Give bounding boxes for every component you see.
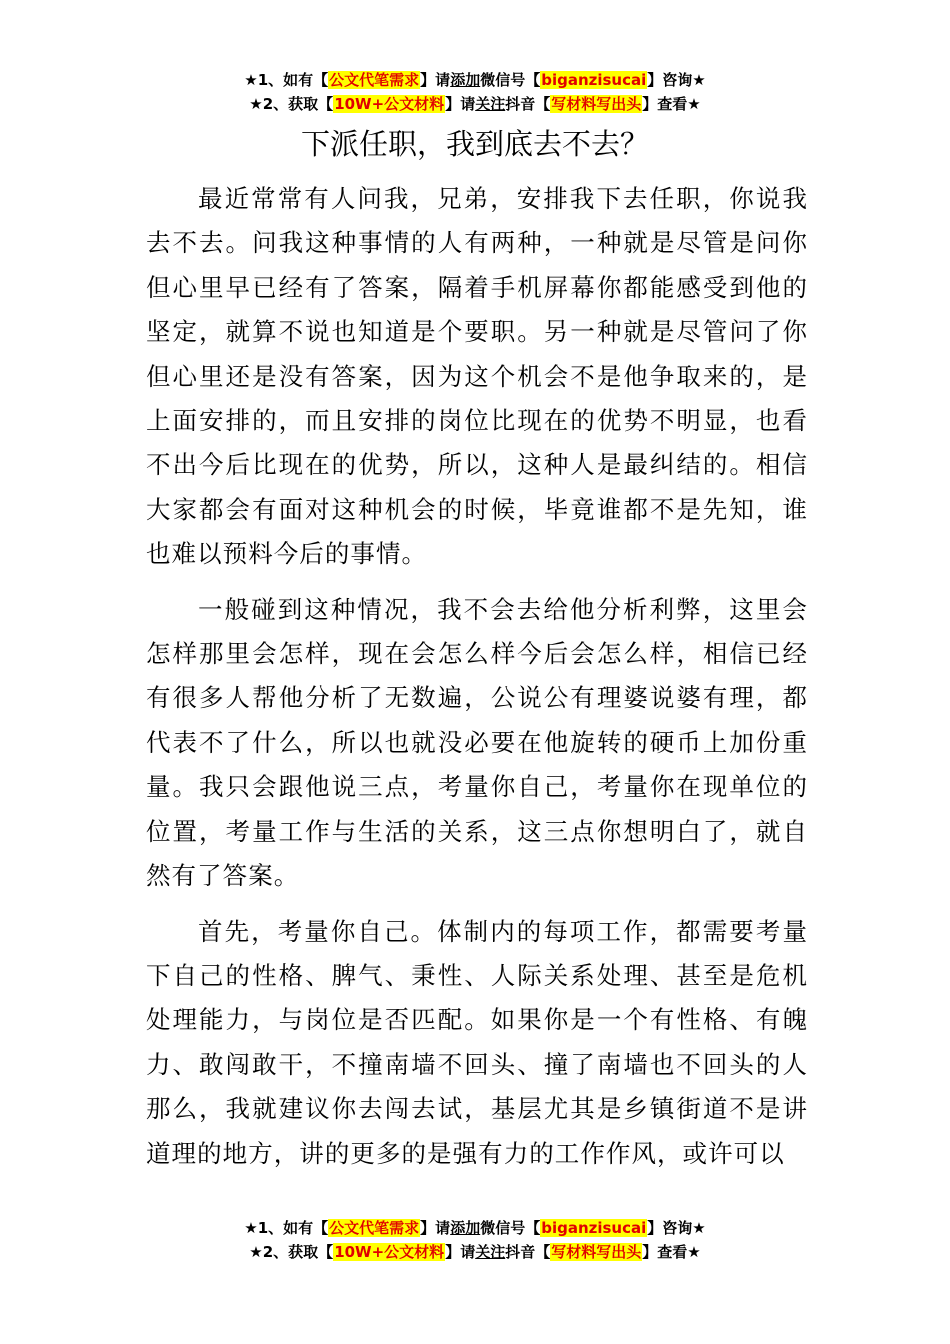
banner-line-1 xyxy=(0,1216,950,1240)
banner-text: 抖音【 xyxy=(505,1243,551,1261)
highlight-douyin-account: 写材料写出头 xyxy=(551,95,642,113)
banner-text: 】请 xyxy=(445,95,476,113)
document-body xyxy=(146,177,808,1187)
banner-line-2 xyxy=(0,92,950,116)
footer-ad-banner xyxy=(0,1216,950,1264)
highlight-materials: 10W+公文材料 xyxy=(334,95,445,113)
banner-text: 】查看★ xyxy=(642,95,701,113)
banner-emphasis: 添加 xyxy=(450,71,481,89)
banner-emphasis: 添加 xyxy=(450,1219,481,1237)
banner-text: 】咨询★ xyxy=(647,71,706,89)
banner-text: 微信号【 xyxy=(480,1219,541,1237)
highlight-service: 公文代笔需求 xyxy=(329,1219,420,1237)
banner-text: 抖音【 xyxy=(505,95,551,113)
body-paragraph: 一般碰到这种情况，我不会去给他分析利弊，这里会怎样那里会怎样，现在会怎么样今后会怎么样，相信已经有很多人帮他分析了无数遍，公说公有理婆说婆有理，都代表不了什么，所以也就没必要在他旋转的硬币上加份重量。我只会跟他说三点，考量你自己，考量你在现单位的位置，考量工作与生活的关系，这三点你想明白了，就自然有了答案。 xyxy=(146,594,808,891)
body-paragraph: 首先，考量你自己。体制内的每项工作，都需要考量下自己的性格、脾气、秉性、人际关系处理、甚至是危机处理能力，与岗位是否匹配。如果你是一个有性格、有魄力、敢闯敢干，不撞南墙不回头、撞了南墙也不回头的人那么，我就建议你去闯去试，基层尤其是乡镇街道不是讲道理的地方，讲的更多的是强有力的工作作风，或许可以 xyxy=(146,916,808,1168)
banner-text: ★1、如有【 xyxy=(244,71,329,89)
highlight-wechat-id: biganzisucai xyxy=(541,1219,647,1237)
body-paragraph: 最近常常有人问我，兄弟，安排我下去任职，你说我去不去。问我这种事情的人有两种，一种就是尽管是问你但心里早已经有了答案，隔着手机屏幕你都能感受到他的坚定，就算不说也知道是个要职。另一种就是尽管问了你但心里还是没有答案，因为这个机会不是他争取来的，是上面安排的，而且安排的岗位比现在的优势不明显，也看不出今后比现在的优势，所以，这种人是最纠结的。相信大家都会有面对这种机会的时候，毕竟谁都不是先知，谁也难以预料今后的事情。 xyxy=(146,184,808,569)
banner-text: 】请 xyxy=(420,1219,451,1237)
highlight-wechat-id: biganzisucai xyxy=(541,71,647,89)
banner-text: 微信号【 xyxy=(480,71,541,89)
banner-text: 】查看★ xyxy=(642,1243,701,1261)
header-ad-banner xyxy=(0,68,950,116)
banner-text: 】请 xyxy=(420,71,451,89)
highlight-materials: 10W+公文材料 xyxy=(334,1243,445,1261)
document-title: 下派任职，我到底去不去？ xyxy=(300,127,649,161)
banner-text: 】咨询★ xyxy=(647,1219,706,1237)
banner-line-1 xyxy=(0,68,950,92)
banner-text: ★1、如有【 xyxy=(244,1219,329,1237)
banner-emphasis: 关注 xyxy=(475,95,506,113)
banner-emphasis: 关注 xyxy=(475,1243,506,1261)
banner-text: 】请 xyxy=(445,1243,476,1261)
banner-text: ★2、获取【 xyxy=(249,1243,334,1261)
highlight-douyin-account: 写材料写出头 xyxy=(551,1243,642,1261)
banner-line-2 xyxy=(0,1240,950,1264)
highlight-service: 公文代笔需求 xyxy=(329,71,420,89)
banner-text: ★2、获取【 xyxy=(249,95,334,113)
